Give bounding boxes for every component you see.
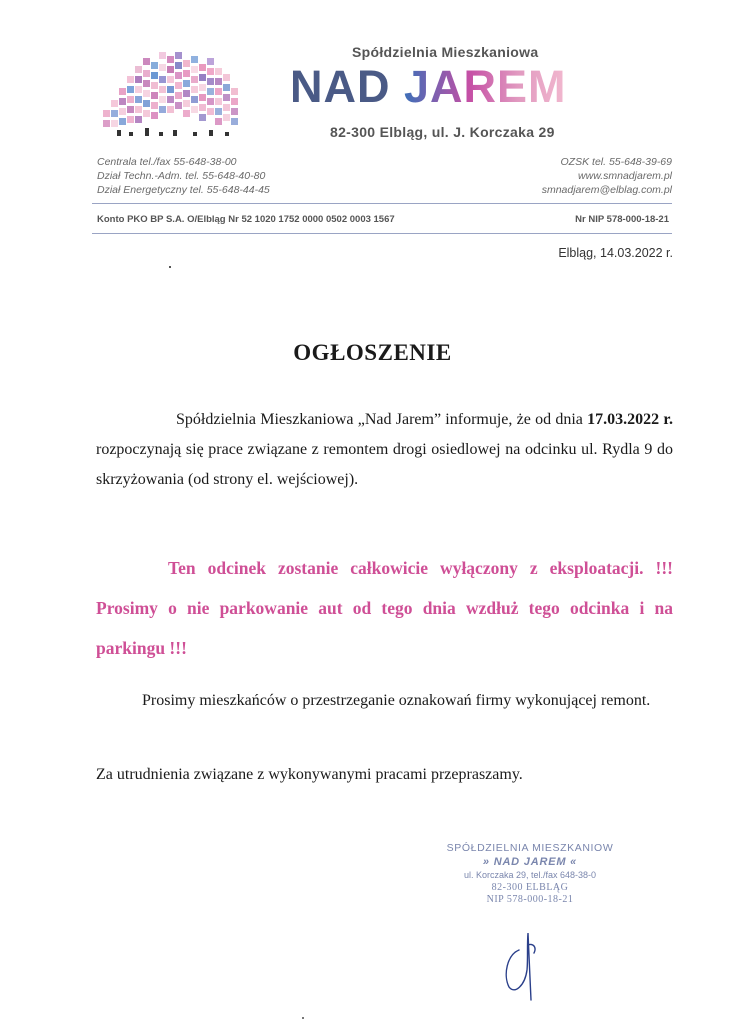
stamp-line: ul. Korczaka 29, tel./fax 648-38-0	[463, 870, 597, 880]
stamp-line: SPÓŁDZIELNIA MIESZKANIOW	[446, 842, 614, 854]
contacts-right	[542, 155, 672, 197]
bank-account: Konto PKO BP S.A. O/Elbląg Nr 52 1020 1752 0000 0502 0003 1567	[97, 214, 395, 225]
signature	[497, 925, 557, 1005]
contact-line: OZSK tel. 55-648-39-69	[560, 156, 672, 168]
brand-name-part1: NAD	[290, 61, 404, 112]
scan-speck	[169, 266, 171, 268]
stamp-line: » NAD JAREM «	[482, 856, 578, 868]
cooperative-name: Spółdzielnia Mieszkaniowa	[352, 44, 539, 60]
announcement-title: OGŁOSZENIE	[293, 340, 452, 365]
divider	[92, 203, 672, 204]
paragraph-request: Prosimy mieszkańców o przestrzeganie oznakowań firmy wykonującej remont.	[142, 692, 651, 709]
paragraph-intro	[96, 405, 673, 495]
paragraph-intro-text-b: rozpoczynają się prace związane z remontem drogi osiedlowej na odcinku ul. Rydla 9 do skrzyżowania (od strony el. wejściowej).	[96, 441, 673, 488]
stamp-line: NIP 578-000-18-21	[486, 894, 574, 905]
paragraph-apology: Za utrudnienia związane z wykonywanymi pracami przepraszamy.	[96, 766, 523, 783]
building-blocks-logo	[97, 48, 247, 140]
contact-line: Dział Techn.-Adm. tel. 55-648-40-80	[97, 170, 266, 182]
website-link[interactable]: www.smnadjarem.pl	[578, 170, 672, 182]
address: 82-300 Elbląg, ul. J. Korczaka 29	[330, 124, 555, 140]
brand-name-part2: JAREM	[404, 61, 567, 112]
contact-line: Centrala tel./fax 55-648-38-00	[97, 156, 237, 168]
start-date: 17.03.2022 r.	[587, 411, 673, 428]
scan-speck	[302, 1017, 304, 1019]
nip-number: Nr NIP 578-000-18-21	[575, 214, 669, 225]
contact-line: Dział Energetyczny tel. 55-648-44-45	[97, 184, 270, 196]
company-stamp	[430, 842, 630, 905]
divider	[92, 233, 672, 234]
paragraph-warning: Ten odcinek zostanie całkowicie wyłączony z eksploatacji. !!! Prosimy o nie parkowanie aut od tego dnia wzdłuż tego odcinka i na parkingu !!!	[96, 558, 673, 658]
letter-date: Elbląg, 14.03.2022 r.	[558, 246, 673, 260]
brand-name	[290, 61, 567, 112]
stamp-line: 82-300 ELBLĄG	[491, 882, 569, 893]
paragraph-intro-text-a: Spółdzielnia Mieszkaniowa „Nad Jarem” informuje, że od dnia	[176, 411, 588, 428]
contacts-left	[97, 155, 270, 197]
email-link[interactable]: smnadjarem@elblag.com.pl	[541, 184, 672, 196]
